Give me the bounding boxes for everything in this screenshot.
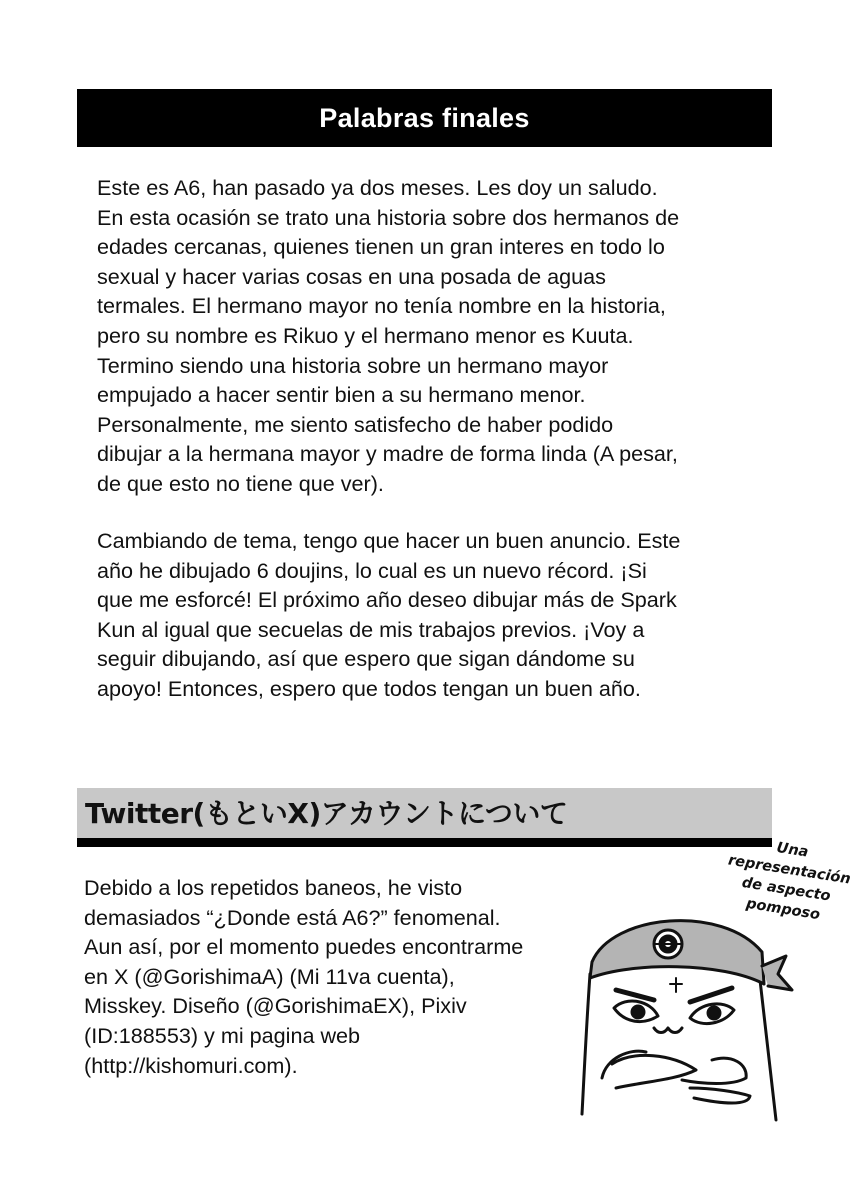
paragraph-greeting: Este es A6, han pasado ya dos meses. Les doy un saludo. En esta ocasión se trato una historia sobre dos hermanos de edades cercanas, quienes tienen un gran interes en todo lo sexual y hacer varias cosas en una posada de aguas termales. El hermano mayor no tenía nombre en la historia, pero su nombre es Rikuo y el hermano menor es Kuuta. Termino siendo una historia sobre un hermano mayor empujado a hacer sentir bien a su hermano menor. Personalmente, me siento satisfecho de haber podido dibujar a la hermana mayor y madre de forma linda (A pesar, de que esto no tiene que ver). bbox=[97, 175, 680, 496]
mascot-mouth bbox=[654, 1028, 682, 1033]
section-divider bbox=[77, 838, 772, 847]
twitter-section-heading: Twitter(もといX)アカウントについて bbox=[85, 797, 568, 830]
page-title: Palabras finales bbox=[319, 102, 530, 133]
paragraph-announcement: Cambiando de tema, tengo que hacer un buen anuncio. Este año he dibujado 6 doujins, lo cual es un nuevo récord. ¡Si que me esforcé! El próximo año deseo dibujar más de Spark Kun al igual que secuelas de mis trabajos previos. ¡Voy a seguir dibujando, así que espero que sigan dándome su apoyo! Entonces, espero que todos tengan un buen año. bbox=[97, 528, 681, 701]
twitter-section-text: Debido a los repetidos baneos, he visto demasiados “¿Donde está A6?” fenomenal. Aun así, por el momento puedes encontrarme en X (@GorishimaA) (Mi 11va cuenta), Misskey. Diseño (@GorishimaEX), Pixiv (ID:188553) y mi pagina web (http://kishomuri.com). bbox=[84, 875, 524, 1078]
mascot-body bbox=[582, 974, 776, 1120]
mascot-arms bbox=[602, 1051, 746, 1088]
mascot-caption: Una representación de aspecto pomposo bbox=[726, 839, 852, 924]
page-title-bar bbox=[77, 89, 772, 147]
mascot-illustration bbox=[572, 892, 802, 1122]
